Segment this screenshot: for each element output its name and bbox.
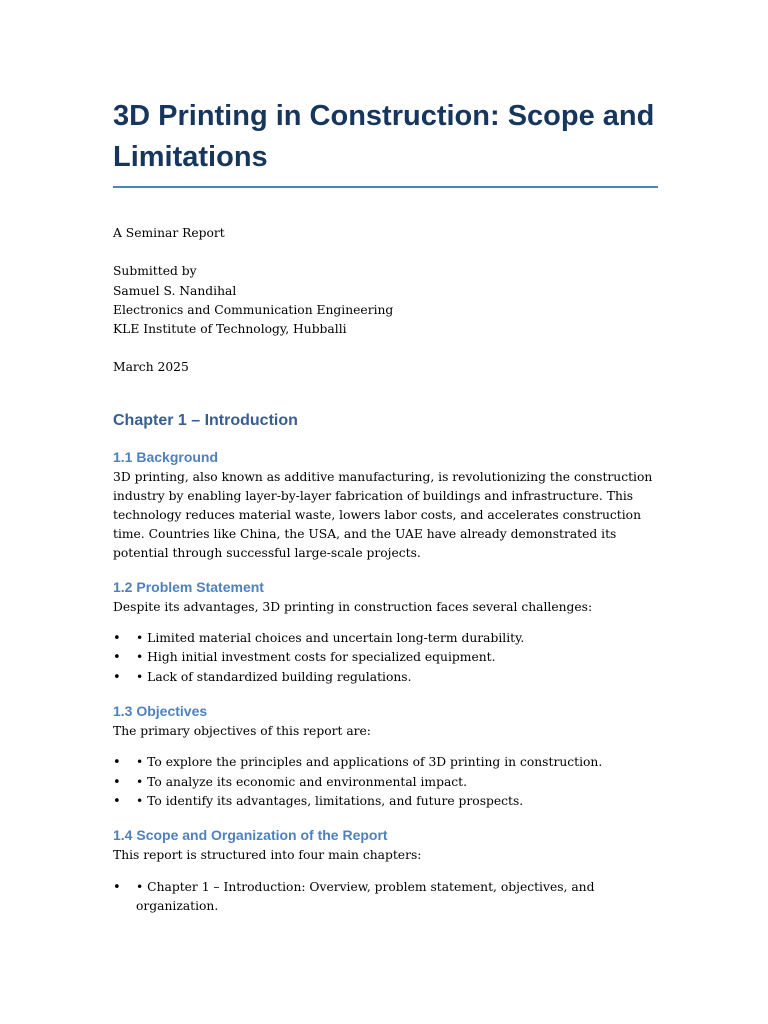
bullet-icon: • bbox=[113, 650, 121, 666]
chapter-heading: Chapter 1 – Introduction bbox=[113, 411, 298, 429]
bullet-icon: • bbox=[113, 755, 121, 771]
institute-name: KLE Institute of Technology, Hubballi bbox=[113, 322, 347, 336]
section-heading-scope: 1.4 Scope and Organization of the Report bbox=[113, 827, 388, 844]
bullet-icon: • bbox=[113, 879, 121, 895]
section-heading-background: 1.1 Background bbox=[113, 448, 219, 465]
report-type: A Seminar Report bbox=[113, 226, 225, 240]
department-name: Electronics and Communication Engineering bbox=[113, 302, 394, 317]
scope-bullet-list bbox=[113, 878, 658, 917]
page-content bbox=[113, 96, 658, 916]
report-date: March 2025 bbox=[113, 360, 189, 375]
author-name: Samuel S. Nandihal bbox=[113, 283, 237, 298]
bullet-icon: • bbox=[113, 794, 121, 810]
submitted-by-label: Submitted by bbox=[113, 264, 197, 279]
list-item: • • Lack of standardized building regulations. bbox=[113, 668, 658, 687]
list-item: • • To identify its advantages, limitations, and future prospects. bbox=[113, 792, 658, 811]
list-item: • • High initial investment costs for specialized equipment. bbox=[113, 648, 658, 667]
list-item: • • To analyze its economic and environmental impact. bbox=[113, 773, 658, 792]
document-title: 3D Printing in Construction: Scope and Limitations bbox=[113, 96, 658, 188]
list-item: • • To explore the principles and applications of 3D printing in construction. bbox=[113, 753, 658, 772]
section-heading-objectives: 1.3 Objectives bbox=[113, 703, 208, 720]
background-paragraph: 3D printing, also known as additive manufacturing, is revolutionizing the construction industry by enabling layer-by-layer fabrication of buildings and infrastructure. This technology reduces material waste, lowers labor costs, and accelerates construction time. Countries like China, the USA, and the UAE have already demonstrated its potential through successful large-scale projects. bbox=[113, 469, 653, 561]
problem-bullet-list bbox=[113, 629, 658, 687]
objectives-bullet-list bbox=[113, 753, 658, 811]
bullet-icon: • bbox=[113, 669, 121, 685]
bullet-icon: • bbox=[113, 630, 121, 646]
bullet-icon: • bbox=[113, 774, 121, 790]
list-item: • • Limited material choices and uncertain long-term durability. bbox=[113, 629, 658, 648]
scope-intro: This report is structured into four main chapters: bbox=[113, 848, 422, 863]
objectives-intro: The primary objectives of this report are: bbox=[113, 724, 371, 739]
problem-intro: Despite its advantages, 3D printing in construction faces several challenges: bbox=[113, 599, 593, 614]
section-heading-problem-statement: 1.2 Problem Statement bbox=[113, 578, 264, 595]
front-matter bbox=[113, 224, 658, 378]
list-item: • • Chapter 1 – Introduction: Overview, problem statement, objectives, and organization. bbox=[113, 879, 595, 914]
